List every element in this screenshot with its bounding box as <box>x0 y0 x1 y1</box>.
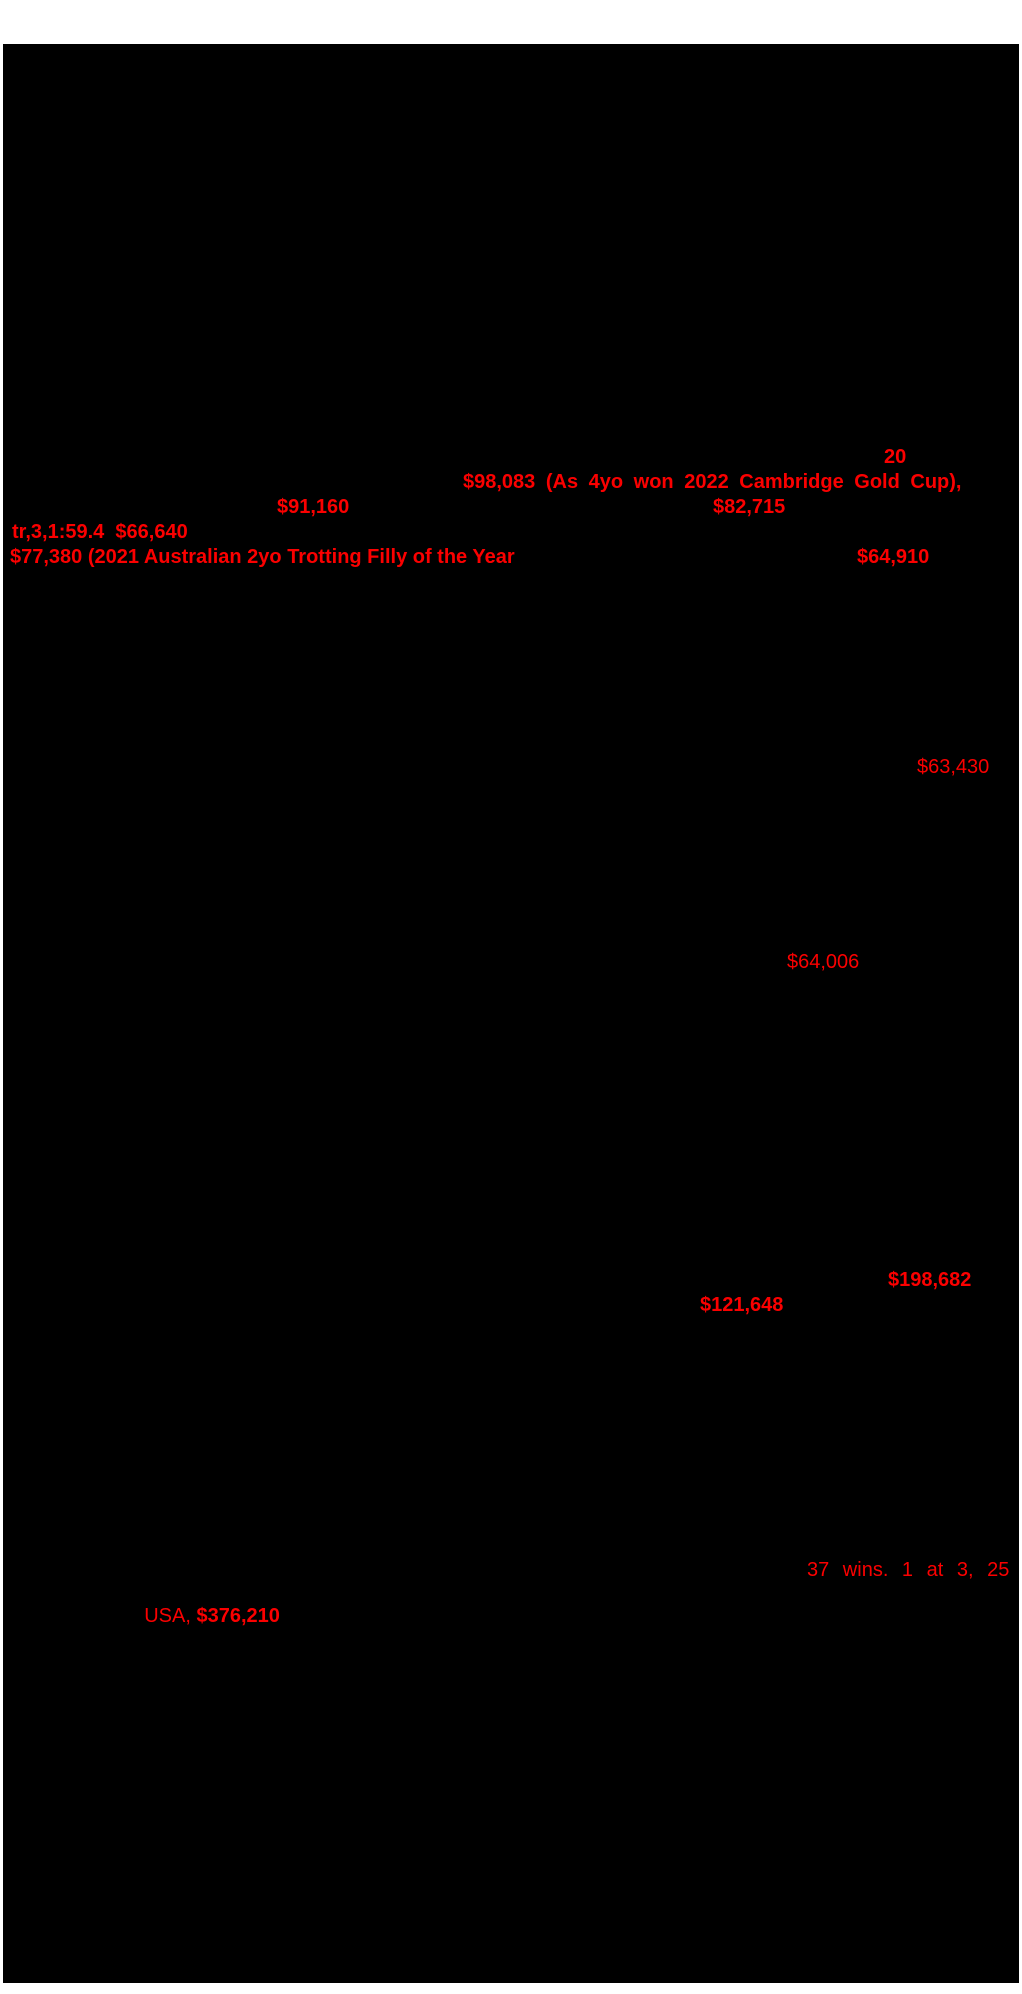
highlight-earnings-63430: $63,430 <box>917 756 990 778</box>
highlight-earnings-91160: $91,160 <box>277 496 350 518</box>
highlight-record-66640: tr,3,1:59.4 $66,640 <box>12 521 188 543</box>
highlight-earnings-198682: $198,682 <box>888 1269 972 1291</box>
highlight-earnings-98083: $98,083 (As 4yo won 2022 Cambridge Gold Cup), <box>463 471 962 493</box>
highlight-earnings-64006: $64,006 <box>787 951 860 973</box>
highlight-earnings-82715: $82,715 <box>713 496 786 518</box>
highlight-wins-summary: 37 wins. 1 at 3, 25 <box>807 1559 1010 1581</box>
highlight-earnings-64910: $64,910 <box>857 546 930 568</box>
highlight-usa-earnings-line <box>122 1583 280 1649</box>
usa-country-prefix: USA, <box>144 1605 197 1627</box>
highlight-earnings-77380: $77,380 (2021 Australian 2yo Trotting Filly of the Year <box>10 546 515 568</box>
highlight-earnings-121648: $121,648 <box>700 1294 784 1316</box>
highlight-partial-20: 20 <box>884 446 907 468</box>
black-page-canvas <box>3 44 1019 1983</box>
usa-earnings-amount: $376,210 <box>196 1605 280 1627</box>
